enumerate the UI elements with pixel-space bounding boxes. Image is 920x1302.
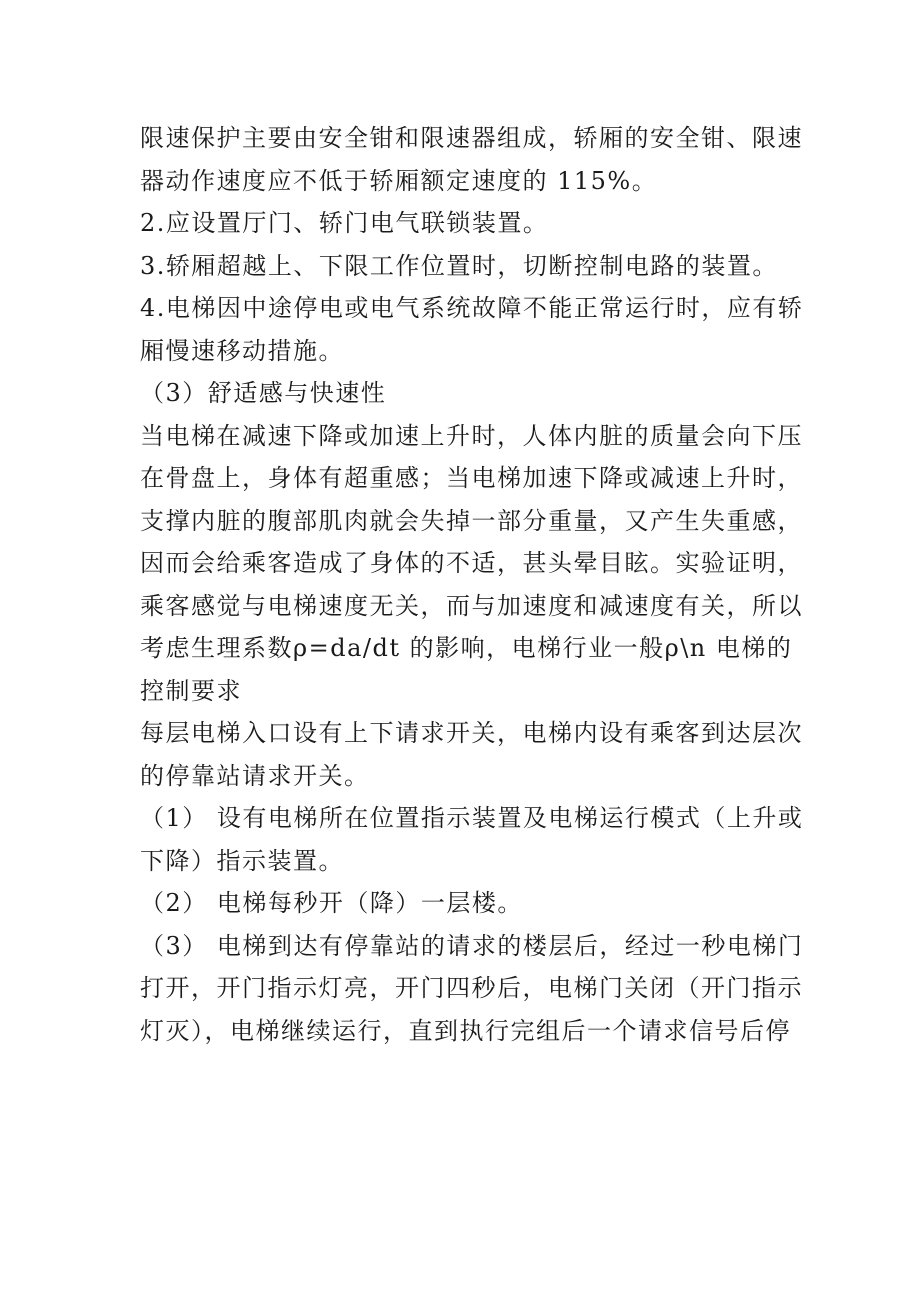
section-heading: （3）舒适感与快速性 [140, 379, 387, 407]
text-line: 控制要求 [140, 676, 242, 705]
text-line: 限速保护主要由安全钳和限速器组成，轿厢的安全钳、限速 [140, 124, 803, 152]
list-item: （2） 电梯每秒开（降）一层楼。 [140, 889, 523, 917]
text-line: 在骨盘上，身体有超重感；当电梯加速下降或减速上升时， [140, 464, 803, 492]
text-line: 当电梯在减速下降或加速上升时，人体内脏的质量会向下压 [140, 421, 803, 450]
text-line: 4.电梯因中途停电或电气系统故障不能正常运行时，应有轿 [140, 294, 804, 322]
text-line: 3.轿厢超越上、下限工作位置时，切断控制电路的装置。 [140, 251, 778, 280]
body-text [140, 117, 804, 1052]
text-line: 因而会给乘客造成了身体的不适，甚头晕目眩。实验证明， [140, 549, 803, 577]
text-line: 每层电梯入口设有上下请求开关，电梯内设有乘客到达层次 [140, 719, 803, 747]
text-line: 下降）指示装置。 [140, 846, 344, 875]
list-item: （3） 电梯到达有停靠站的请求的楼层后，经过一秒电梯门 [140, 931, 804, 960]
text-line: 灯灭），电梯继续运行，直到执行完组后一个请求信号后停 [140, 1016, 791, 1045]
list-item: （1） 设有电梯所在位置指示装置及电梯运行模式（上升或 [140, 804, 804, 832]
text-line: 2.应设置厅门、轿门电气联锁装置。 [140, 209, 549, 237]
text-line: 器动作速度应不低于轿厢额定速度的 115%。 [140, 166, 658, 195]
text-line: 厢慢速移动措施。 [140, 336, 344, 365]
text-line: 乘客感觉与电梯速度无关，而与加速度和减速度有关，所以 [140, 591, 803, 620]
text-line: 考虑生理系数ρ=da/dt 的影响，电梯行业一般ρ\n 电梯的 [140, 634, 793, 662]
text-line: 的停靠站请求开关。 [140, 761, 370, 790]
text-line: 打开，开门指示灯亮，开门四秒后，电梯门关闭（开门指示 [140, 974, 803, 1002]
text-line: 支撑内脏的腹部肌肉就会失掉一部分重量，又产生失重感， [140, 506, 803, 535]
